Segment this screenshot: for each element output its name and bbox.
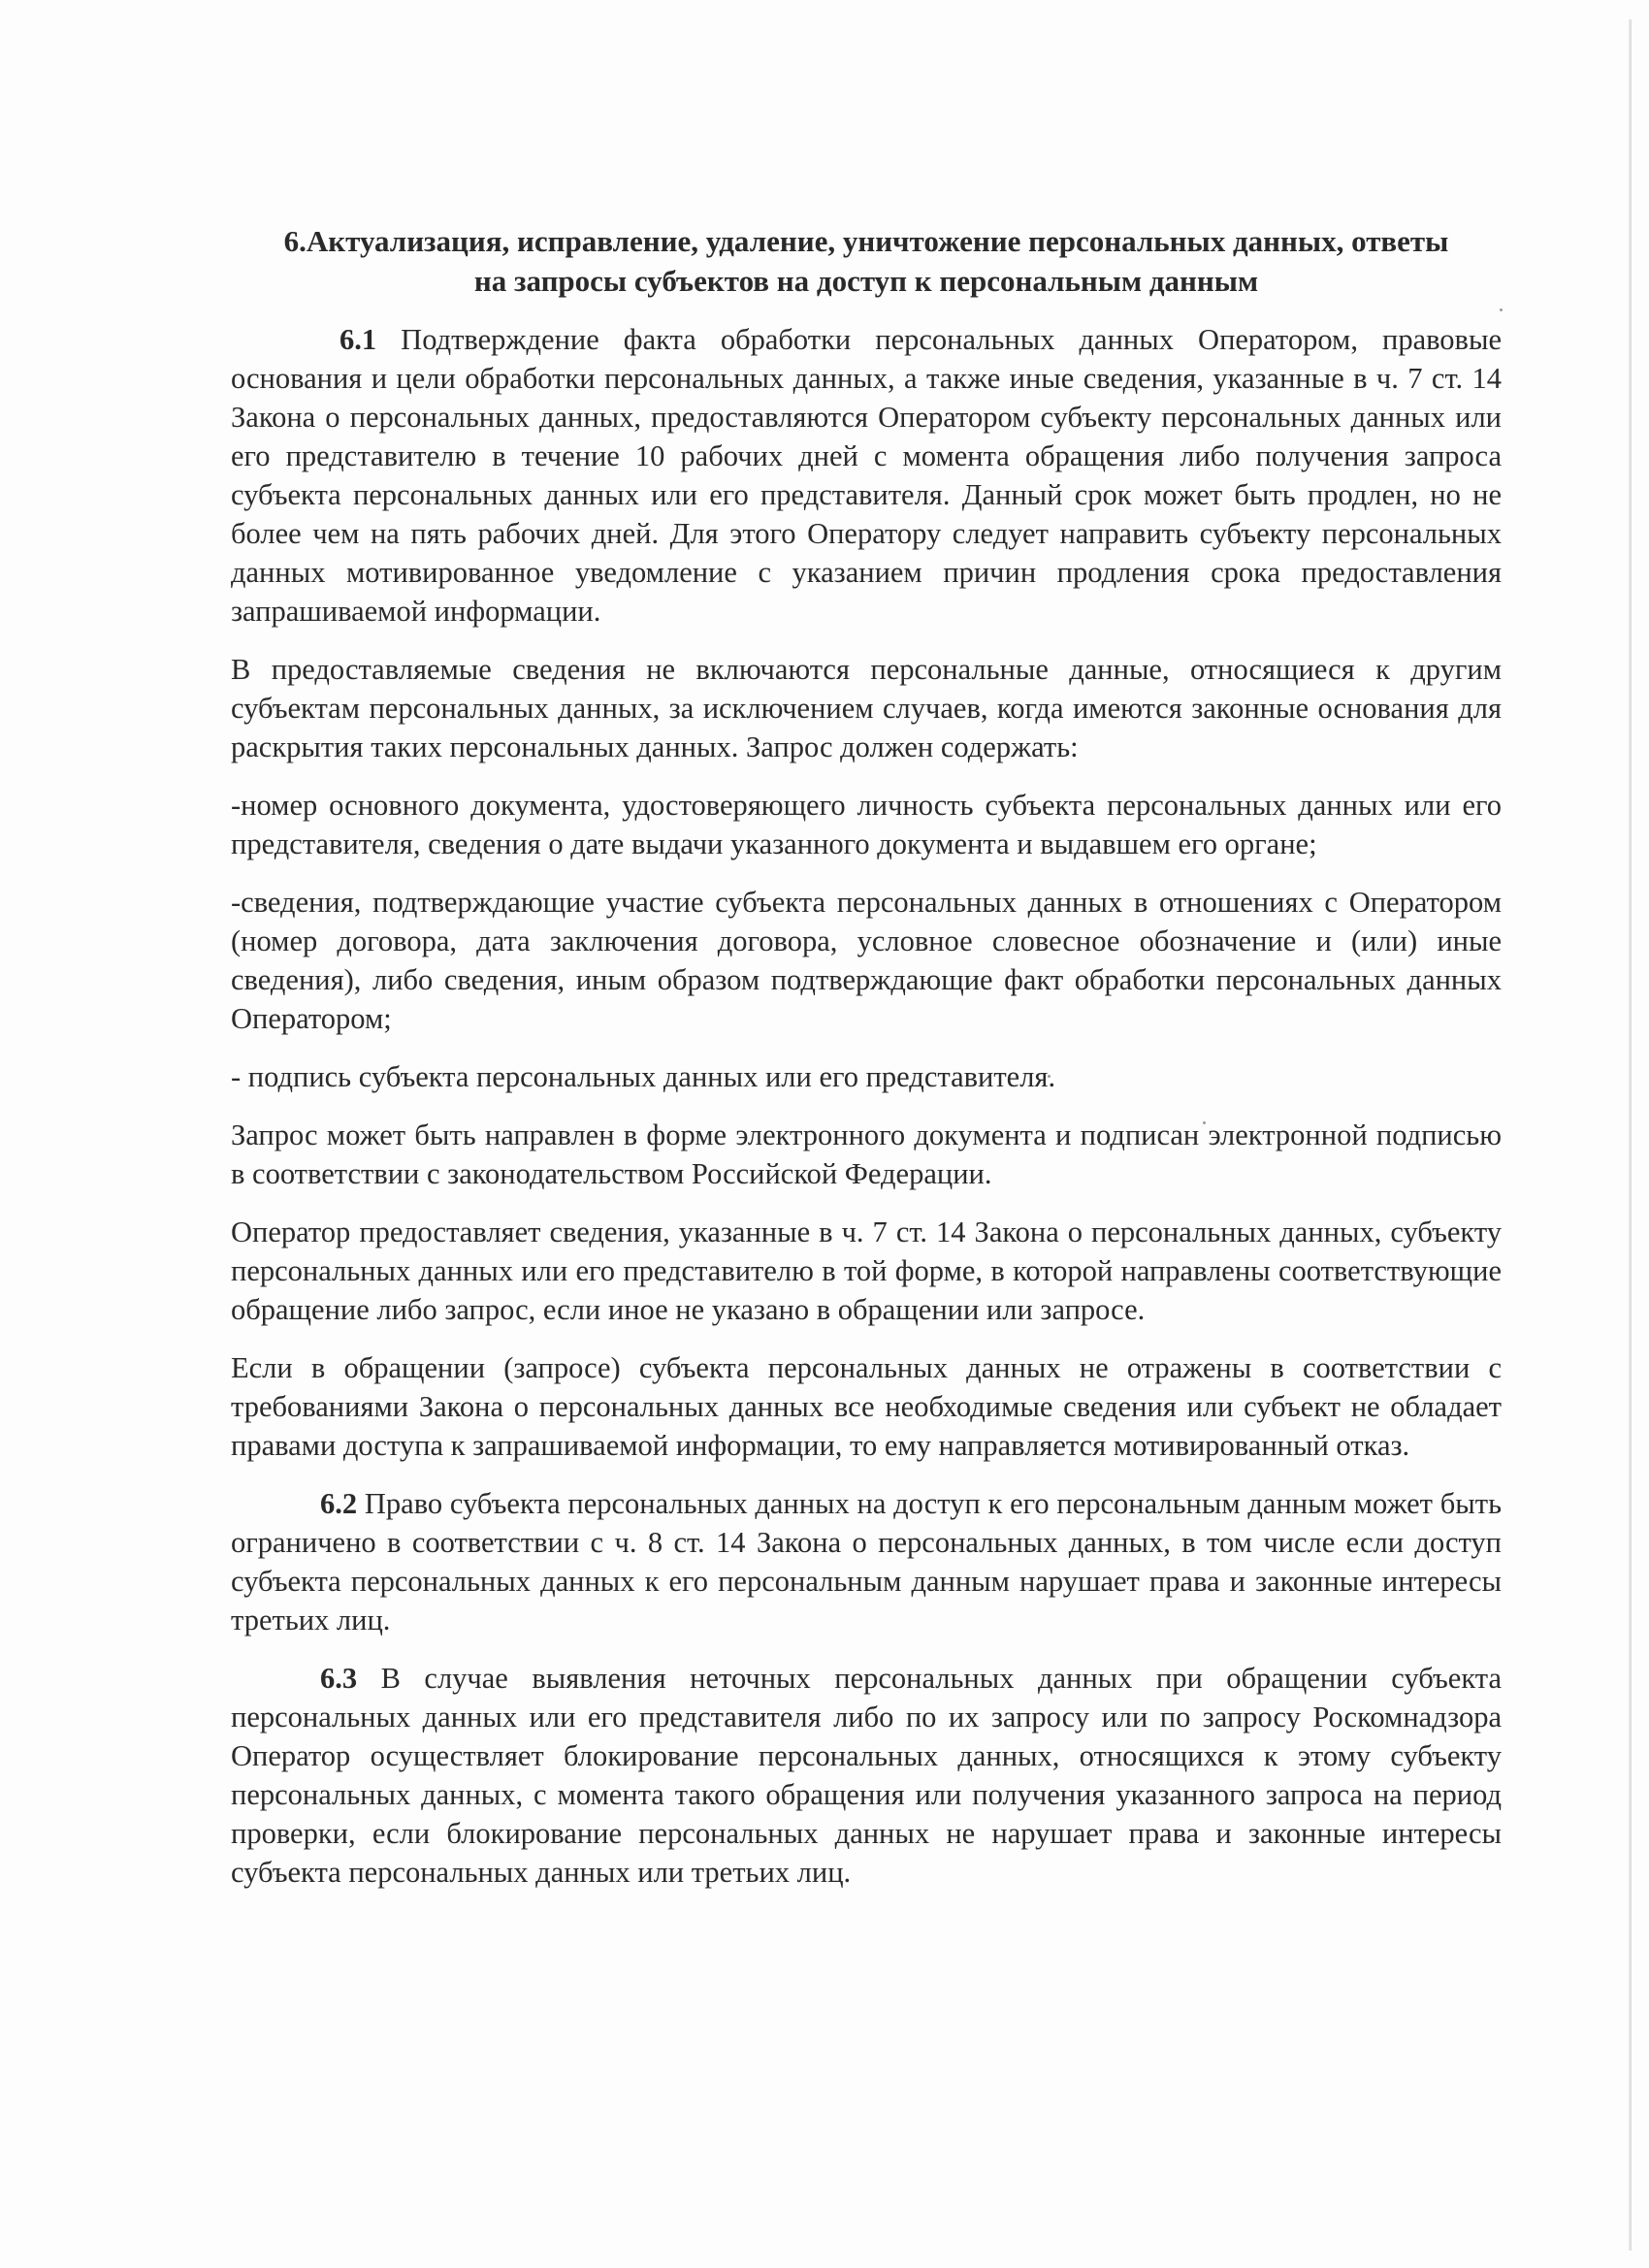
paragraph-6-3: [231, 1659, 1502, 1892]
list-item-document-number: -номер основного документа, удостоверяющего личность субъекта персональных данных или его представителя, сведения о дате выдачи указанного документа и выдавшем его органе;: [231, 789, 1502, 860]
paragraph-6-2: [231, 1484, 1502, 1639]
list-item-participation: -сведения, подтверждающие участие субъекта персональных данных в отношениях с Оператором (номер договора, дата заключения договора, условное словесное обозначение и (или) иные сведения), либо сведения, иным образом подтверждающие факт обработки персональных данных Оператором;: [231, 886, 1502, 1035]
section-heading-line-1: 6.Актуализация, исправление, удаление, уничтожение персональных данных, ответы: [283, 224, 1449, 258]
paragraph-excluded-data: В предоставляемые сведения не включаются персональные данные, относящиеся к другим субъектам персональных данных, за исключением случаев, когда имеются законные основания для раскрытия таких персональных данных. Запрос должен содержать:: [231, 653, 1502, 763]
document-body: [231, 221, 1502, 1911]
clause-number: 6.1: [340, 323, 377, 356]
section-heading: [231, 221, 1502, 301]
scan-edge: [1629, 19, 1632, 2251]
paragraph-electronic-request: Запрос может быть направлен в форме электронного документа и подписан электронной подписью в соответствии с законодательством Российской Федерации.: [231, 1118, 1502, 1190]
section-heading-line-2: на запросы субъектов на доступ к персональным данным: [473, 264, 1259, 298]
paragraph-text: В случае выявления неточных персональных данных при обращении субъекта персональных данных или его представителя либо по их запросу или по запросу Роскомнадзора Оператор осуществляет блокирование персональных данных, относящихся к этому субъекту персональных данных, с момента такого обращения или получения указанного запроса на период проверки, если блокирование персональных данных не нарушает права и законные интересы субъекта персональных данных или третьих лиц.: [231, 1662, 1502, 1889]
paragraph-operator-provides: Оператор предоставляет сведения, указанные в ч. 7 ст. 14 Закона о персональных данных, субъекту персональных данных или его представителю в той форме, в которой направлены соответствующие обращение либо запрос, если иное не указано в обращении или запросе.: [231, 1215, 1502, 1326]
paragraph-text: Право субъекта персональных данных на доступ к его персональным данным может быть ограничено в соответствии с ч. 8 ст. 14 Закона о персональных данных, в том числе если доступ субъекта персональных данных к его персональным данным нарушает права и законные интересы третьих лиц.: [231, 1487, 1502, 1636]
paragraph-6-1: [231, 320, 1502, 631]
list-item-signature: - подпись субъекта персональных данных или его представителя.: [231, 1060, 1056, 1093]
paragraph-text: Подтверждение факта обработки персональных данных Оператором, правовые основания и цели обработки персональных данных, а также иные сведения, указанные в ч. 7 ст. 14 Закона о персональных данных, предоставляются Оператором субъекту персональных данных или его представителю в течение 10 рабочих дней с момента обращения либо получения запроса субъекта персональных данных или его представителя. Данный срок может быть продлен, но не более чем на пять рабочих дней. Для этого Оператору следует направить субъекту персональных данных мотивированное уведомление с указанием причин продления срока предоставления запрашиваемой информации.: [231, 323, 1502, 628]
paragraph-refusal: Если в обращении (запросе) субъекта персональных данных не отражены в соответствии с требованиями Закона о персональных данных все необходимые сведения или субъект не обладает правами доступа к запрашиваемой информации, то ему направляется мотивированный отказ.: [231, 1351, 1502, 1462]
clause-number: 6.3: [320, 1662, 358, 1695]
clause-number: 6.2: [320, 1487, 358, 1520]
